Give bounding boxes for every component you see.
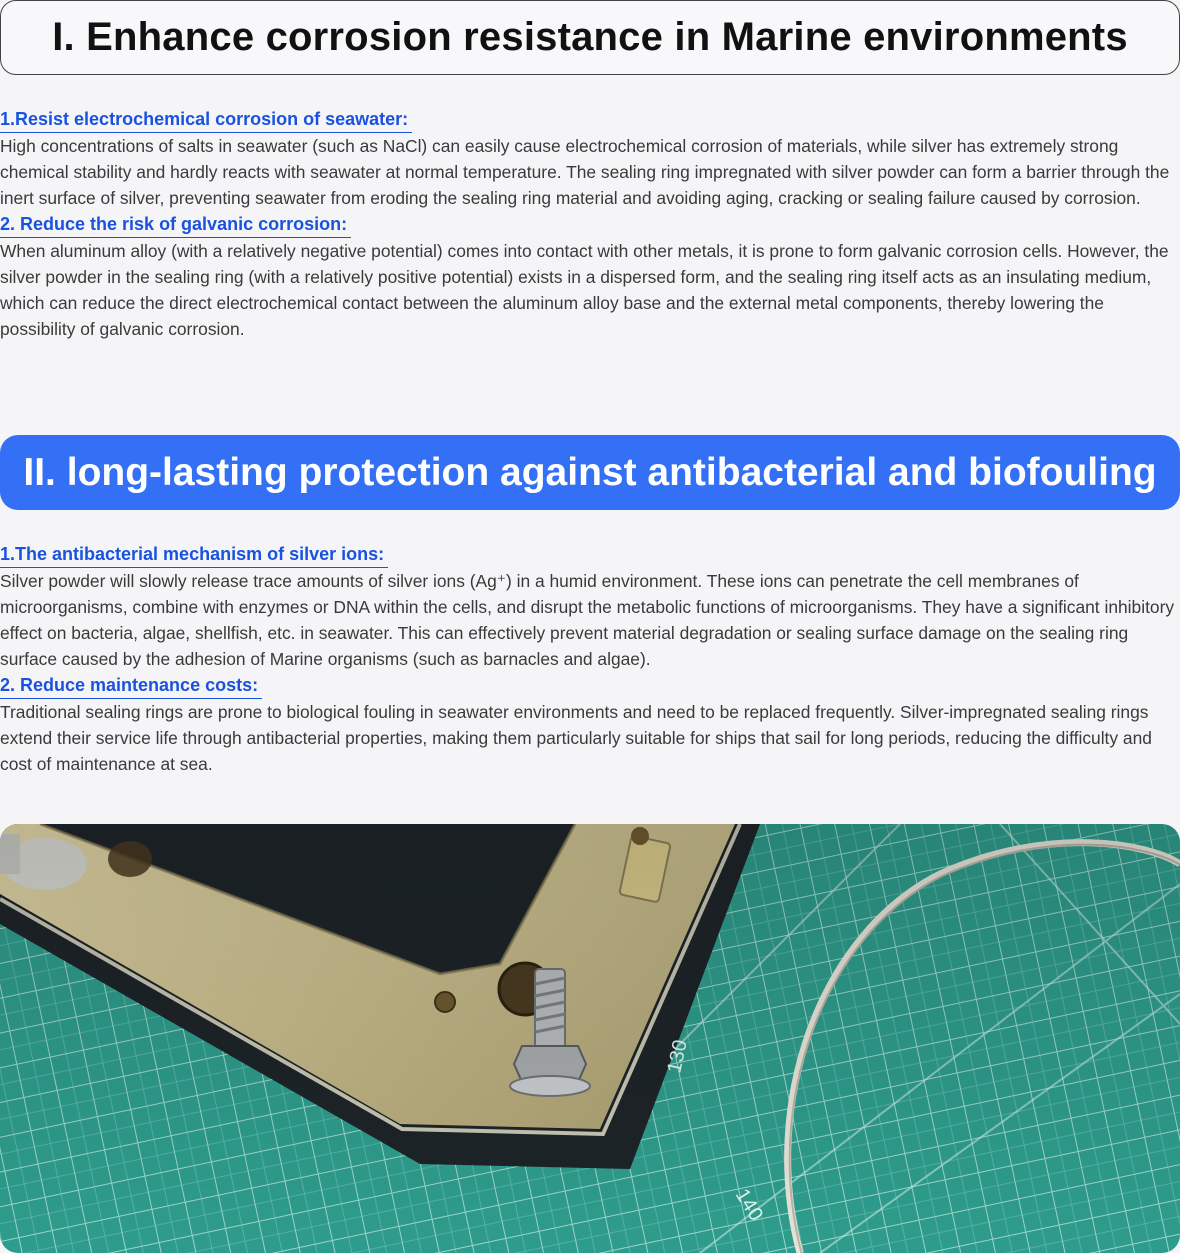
section1-title: I. Enhance corrosion resistance in Marine environments <box>52 15 1128 59</box>
section2-item-1-text: Silver powder will slowly release trace amounts of silver ions (Ag⁺) in a humid environment. These ions can penetrate the cell membranes of microorganisms, combine with enzymes or DNA within the cells, and disrupt the metabolic functions of microorganisms. They have a significant inhibitory effect on bacteria, algae, shellfish, etc. in seawater. This can effectively prevent material degradation or sealing surface damage on the sealing ring surface caused by the adhesion of Marine organisms (such as barnacles and algae). <box>0 571 1175 669</box>
section1-content <box>0 106 1180 342</box>
section1-item-1-text: High concentrations of salts in seawater (such as NaCl) can easily cause electrochemical corrosion of materials, while silver has extremely strong chemical stability and hardly reacts with seawater at normal temperature. The sealing ring impregnated with silver powder can form a barrier through the inert surface of silver, preventing seawater from eroding the sealing ring material and avoiding aging, cracking or sealing failure caused by corrosion. <box>0 136 1170 208</box>
section2-title: II. long-lasting protection against antibacterial and biofouling <box>23 450 1157 494</box>
section1-item-1-heading: 1.Resist electrochemical corrosion of seawater: <box>0 106 412 133</box>
section1-item-1 <box>0 106 1180 211</box>
section1-title-banner <box>0 0 1180 75</box>
section2-item-2-text: Traditional sealing rings are prone to biological fouling in seawater environments and need to be replaced frequently. Silver-impregnated sealing rings extend their service life through antibacterial properties, making them particularly suitable for ships that sail for long periods, reducing the difficulty and cost of maintenance at sea. <box>0 702 1152 774</box>
section2-item-1-heading: 1.The antibacterial mechanism of silver ions: <box>0 541 388 568</box>
section2-title-banner <box>0 435 1180 510</box>
section1-item-2-text: When aluminum alloy (with a relatively negative potential) comes into contact with other metals, it is prone to form galvanic corrosion cells. However, the silver powder in the sealing ring (with a relatively positive potential) exists in a dispersed form, and the sealing ring itself acts as an insulating medium, which can reduce the direct electrochemical contact between the aluminum alloy base and the external metal components, thereby lowering the possibility of galvanic corrosion. <box>0 241 1169 339</box>
section1-item-2-heading: 2. Reduce the risk of galvanic corrosion: <box>0 211 351 238</box>
product-photo <box>0 824 1180 1253</box>
section2-content <box>0 541 1180 777</box>
section2-item-1 <box>0 541 1180 672</box>
section2-item-2-heading: 2. Reduce maintenance costs: <box>0 672 262 699</box>
section1-item-2 <box>0 211 1180 342</box>
section2-item-2 <box>0 672 1180 777</box>
